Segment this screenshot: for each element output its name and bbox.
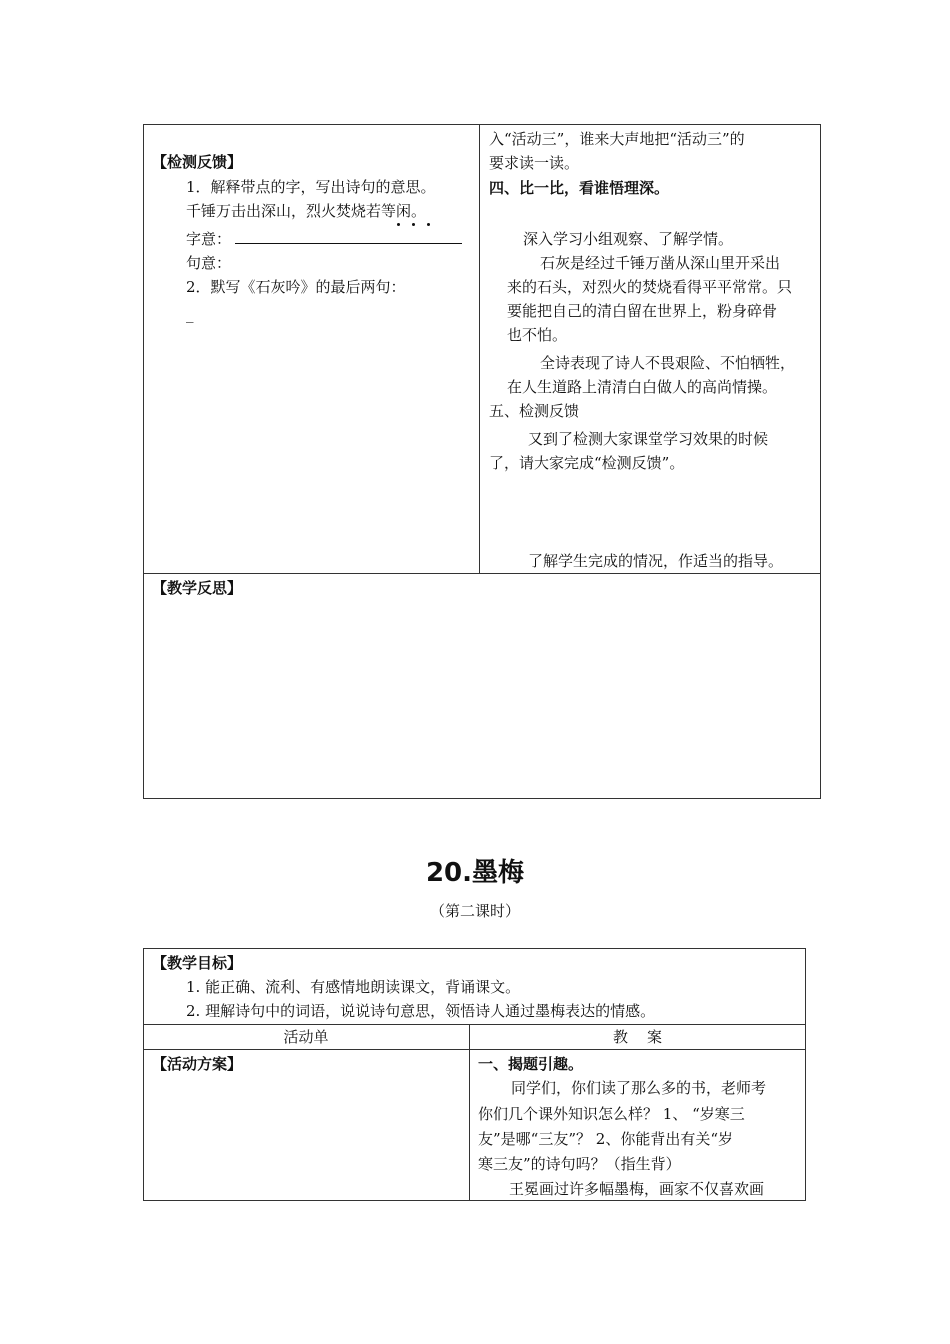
intro-line-4: 寒三友”的诗句吗？（指生背） [478,1155,681,1173]
section-5-heading: 五、检测反馈 [489,402,580,420]
right-line-1: 入“活动三”，谁来大声地把“活动三”的 [489,130,745,148]
intro-line-2: 你们几个课外知识怎么样？ 1、 “岁寒三 [478,1105,745,1123]
section-4-heading: 四、比一比，看谁悟理深。 [489,179,670,197]
word-meaning-label: 字意： [186,230,232,248]
bottom-table-column-divider [469,1024,470,1201]
reflection-heading: 【教学反思】 [152,579,243,597]
goal-2: 2. 理解诗句中的词语，说说诗句意思，领悟诗人通过墨梅表达的情感。 [186,1002,656,1020]
answer-blank: _ [186,305,194,323]
top-table-row-divider [143,573,821,574]
explanation-line-3: 要能把自己的清白留在世界上，粉身碎骨 [507,302,778,320]
explanation-line-1: 石灰是经过千锤万凿从深山里开采出 [540,254,781,272]
guidance-text: 了解学生完成的情况，作适当的指导。 [528,552,784,570]
sentence-meaning-label: 句意： [186,254,232,272]
explanation-line-2: 来的石头，对烈火的焚烧看得平平常常。只 [507,278,793,296]
right-line-2: 要求读一读。 [489,154,580,172]
group-observe-text: 深入学习小组观察、了解学情。 [523,230,734,248]
summary-line-1: 全诗表现了诗人不畏艰险、不怕牺牲， [540,354,796,372]
lesson-title: 20.墨梅 [425,858,525,888]
top-table [143,124,821,799]
feedback-prompt-line-2: 了，请大家完成“检测反馈”。 [489,454,685,472]
activity-column-header: 活动单 [283,1028,329,1046]
header-row-divider [143,1049,806,1050]
emphasis-dot [427,223,430,226]
question-2: 2．默写《石灰吟》的最后两句： [186,278,406,296]
top-table-column-divider [479,124,480,573]
goals-heading: 【教学目标】 [152,954,243,972]
section-1-heading: 一、揭题引趣。 [478,1055,584,1073]
activity-plan-heading: 【活动方案】 [152,1055,243,1073]
intro-line-5: 王冕画过许多幅墨梅，画家不仅喜欢画 [509,1180,765,1198]
feedback-heading: 【检测反馈】 [152,153,243,171]
intro-line-3: 友”是哪“三友”？ 2、你能背出有关“岁 [478,1130,733,1148]
feedback-prompt-line-1: 又到了检测大家课堂学习效果的时候 [528,430,769,448]
poem-line: 千锤万击出深山，烈火焚烧若等闲。 [186,202,427,220]
lesson-plan-column-header: 教 案 [612,1028,663,1046]
emphasis-dot [397,223,400,226]
emphasis-dot [412,223,415,226]
lesson-subtitle: （第二课时） [429,902,520,920]
explanation-line-4: 也不怕。 [507,326,568,344]
intro-line-1: 同学们，你们读了那么多的书，老师考 [511,1079,767,1097]
summary-line-2: 在人生道路上清清白白做人的高尚情操。 [507,378,778,396]
goal-1: 1. 能正确、流利、有感情地朗读课文，背诵课文。 [186,978,521,996]
question-1: 1．解释带点的字，写出诗句的意思。 [186,178,436,196]
word-meaning-answer-line [235,243,462,244]
